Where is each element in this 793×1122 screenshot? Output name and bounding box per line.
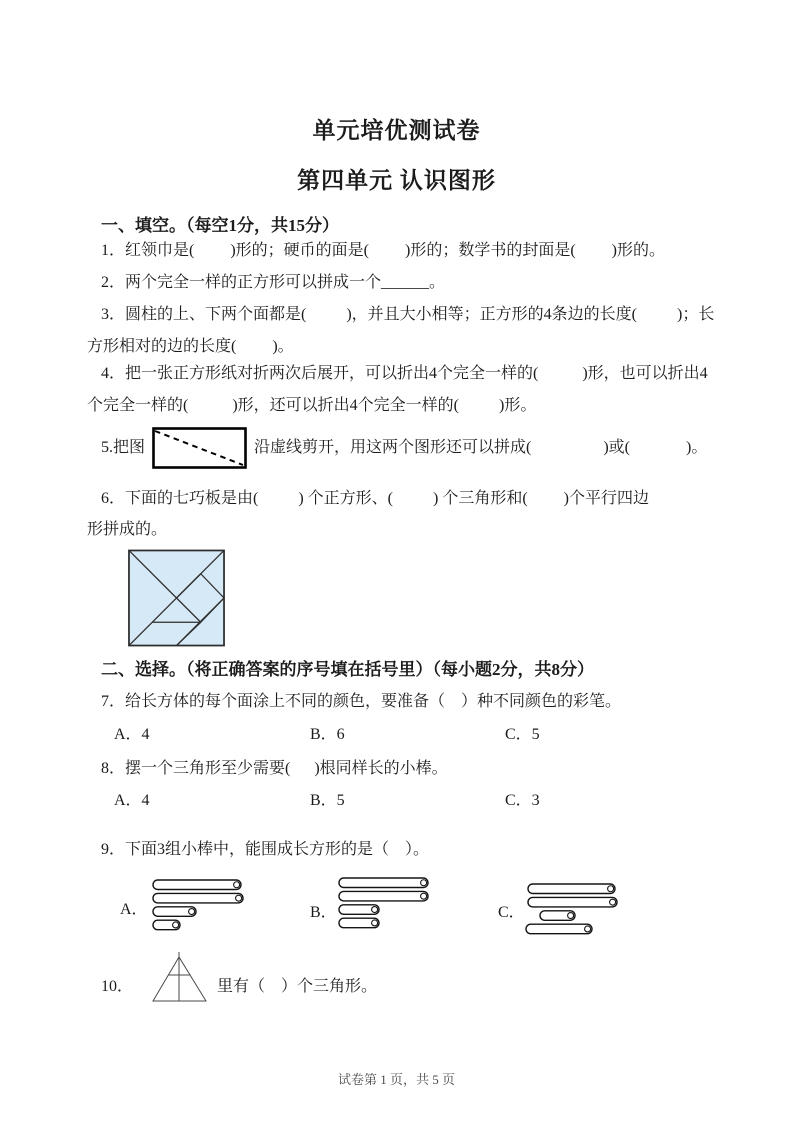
question-5-text-before: 5.把图 bbox=[101, 439, 146, 456]
question-10-number: 10． bbox=[101, 978, 134, 995]
triangle-figure bbox=[150, 951, 210, 1005]
question-7-option-c: C．5 bbox=[505, 726, 540, 743]
question-3-line2: 方形相对的边的长度( )。 bbox=[87, 338, 294, 355]
stick-group-a-label: A． bbox=[120, 901, 148, 918]
question-10-text: 里有（ ）个三角形。 bbox=[217, 978, 378, 995]
question-8: 8．摆一个三角形至少需要( )根同样长的小棒。 bbox=[101, 760, 448, 777]
question-5-text-after: 沿虚线剪开，用这两个图形还可以拼成( )或( )。 bbox=[254, 439, 708, 456]
question-8-option-c: C．3 bbox=[505, 792, 540, 809]
page-title: 单元培优测试卷 bbox=[312, 118, 481, 143]
question-4-line1: 4．把一张正方形纸对折两次后展开，可以折出4个完全一样的( )形，也可以折出4 bbox=[101, 365, 708, 382]
question-8-options bbox=[114, 787, 734, 809]
question-8-option-b: B．5 bbox=[310, 792, 345, 809]
page-subtitle: 第四单元 认识图形 bbox=[297, 168, 496, 193]
stick-group-c-label: C． bbox=[498, 904, 525, 921]
question-7: 7．给长方体的每个面涂上不同的颜色，要准备（ ）种不同颜色的彩笔。 bbox=[101, 693, 622, 710]
question-7-option-a: A．4 bbox=[114, 726, 150, 743]
question-8-option-a: A．4 bbox=[114, 792, 150, 809]
page-footer: 试卷第 1 页，共 5 页 bbox=[337, 1072, 455, 1087]
question-1: 1．红领巾是( )形的；硬币的面是( )形的；数学书的封面是( )形的。 bbox=[101, 242, 665, 259]
question-7-option-b: B．6 bbox=[310, 726, 345, 743]
rectangle-dashed-diagonal-figure bbox=[152, 427, 247, 469]
stick-group-c-figure bbox=[524, 883, 620, 937]
question-7-options bbox=[114, 721, 734, 743]
section1-heading: 一、填空。（每空1分，共15分） bbox=[101, 216, 339, 235]
section2-heading: 二、选择。（将正确答案的序号填在括号里）（每小题2分，共8分） bbox=[101, 660, 594, 679]
question-5 bbox=[101, 426, 707, 470]
question-2: 2．两个完全一样的正方形可以拼成一个______。 bbox=[101, 274, 446, 291]
question-3-line1: 3．圆柱的上、下两个面都是( )，并且大小相等；正方形的4条边的长度( )；长 bbox=[101, 306, 715, 323]
question-6-line1: 6．下面的七巧板是由( ) 个正方形、( ) 个三角形和( )个平行四边 bbox=[101, 490, 649, 507]
stick-group-a-figure bbox=[152, 879, 248, 933]
question-6-line2: 形拼成的。 bbox=[87, 521, 168, 538]
tangram-figure bbox=[128, 549, 225, 647]
stick-group-b-figure bbox=[338, 877, 434, 933]
question-4-line2: 个完全一样的( )形，还可以折出4个完全一样的( )形。 bbox=[87, 397, 537, 414]
question-9: 9．下面3组小棒中，能围成长方形的是（ ）。 bbox=[101, 841, 430, 858]
stick-group-b-label: B． bbox=[310, 904, 337, 921]
